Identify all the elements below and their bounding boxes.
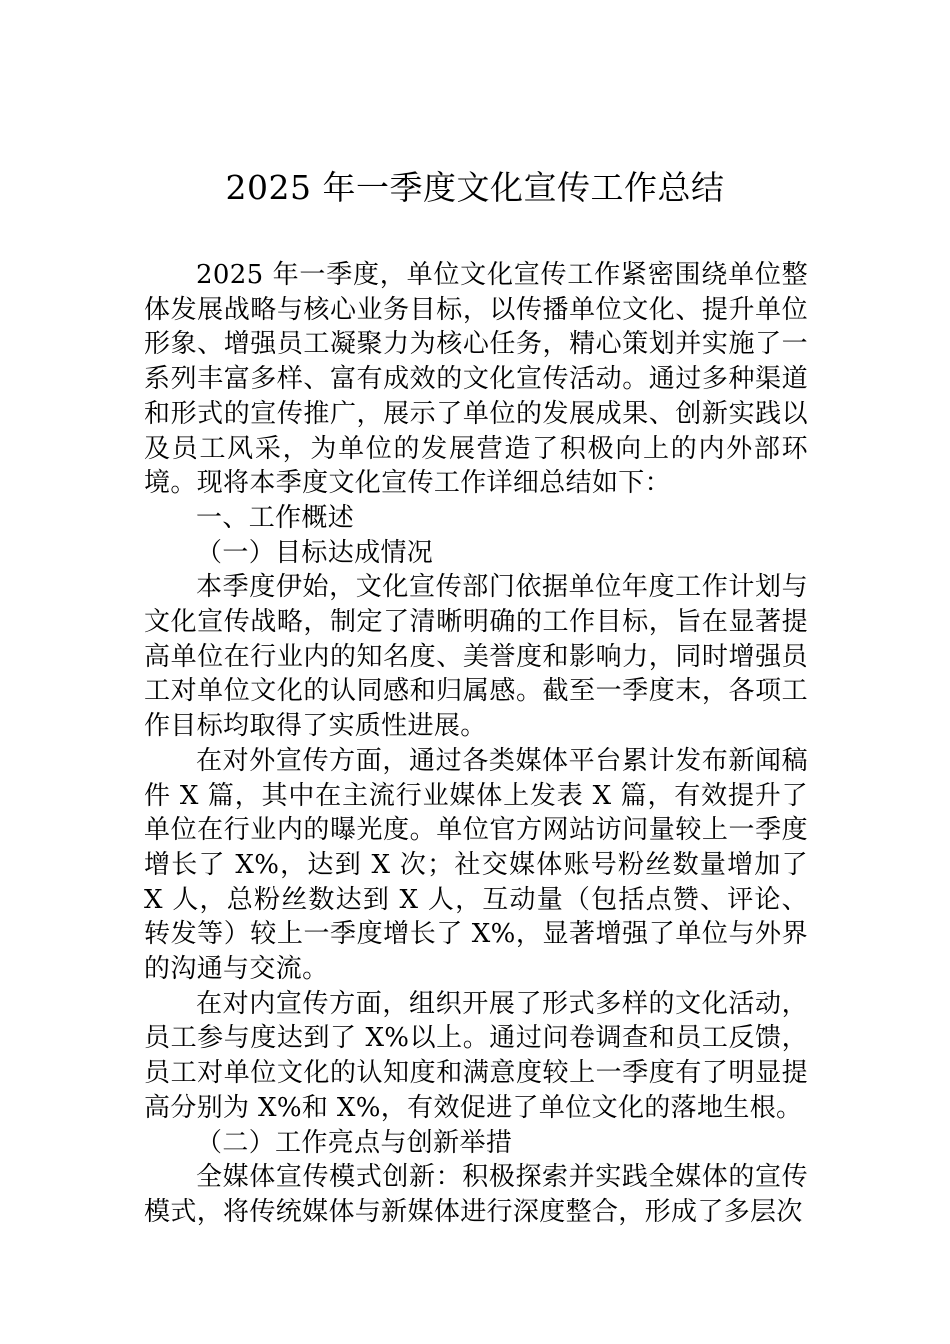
document-body [144, 258, 808, 1230]
section-heading-overview: 一、工作概述 [196, 502, 355, 533]
subsection-heading-highlights: （二）工作亮点与创新举措 [196, 1127, 513, 1158]
document-title: 2025 年一季度文化宣传工作总结 [225, 168, 725, 207]
goals-paragraph: 本季度伊始，文化宣传部门依据单位年度工作计划与文化宣传战略，制定了清晰明确的工作目标，旨在显著提高单位在行业内的知名度、美誉度和影响力，同时增强员工对单位文化的认同感和归属感。截至一季度末，各项工作目标均取得了实质性进展。 [144, 572, 808, 742]
intro-paragraph: 2025 年一季度，单位文化宣传工作紧密围绕单位整体发展战略与核心业务目标，以传播单位文化、提升单位形象、增强员工凝聚力为核心任务，精心策划并实施了一系列丰富多样、富有成效的文化宣传活动。通过多种渠道和形式的宣传推广，展示了单位的发展成果、创新实践以及员工风采，为单位的发展营造了积极向上的内外部环境。现将本季度文化宣传工作详细总结如下： [144, 260, 808, 499]
internal-publicity-paragraph: 在对内宣传方面，组织开展了形式多样的文化活动，员工参与度达到了 X%以上。通过问卷调查和员工反馈，员工对单位文化的认知度和满意度较上一季度有了明显提高分别为 X%和 X%，有效促进了单位文化的落地生根。 [144, 988, 808, 1123]
external-publicity-paragraph: 在对外宣传方面，通过各类媒体平台累计发布新闻稿件 X 篇，其中在主流行业媒体上发表 X 篇，有效提升了单位在行业内的曝光度。单位官方网站访问量较上一季度增长了 X%，达到 X 次；社交媒体账号粉丝数量增加了 X 人，总粉丝数达到 X 人，互动量（包括点赞、评论、转发等）较上一季度增长了 X%，显著增强了单位与外界的沟通与交流。 [144, 745, 808, 985]
all-media-paragraph: 全媒体宣传模式创新：积极探索并实践全媒体的宣传模式，将传统媒体与新媒体进行深度整合，形成了多层次 [144, 1162, 808, 1227]
subsection-heading-goals: （一）目标达成情况 [196, 537, 434, 568]
